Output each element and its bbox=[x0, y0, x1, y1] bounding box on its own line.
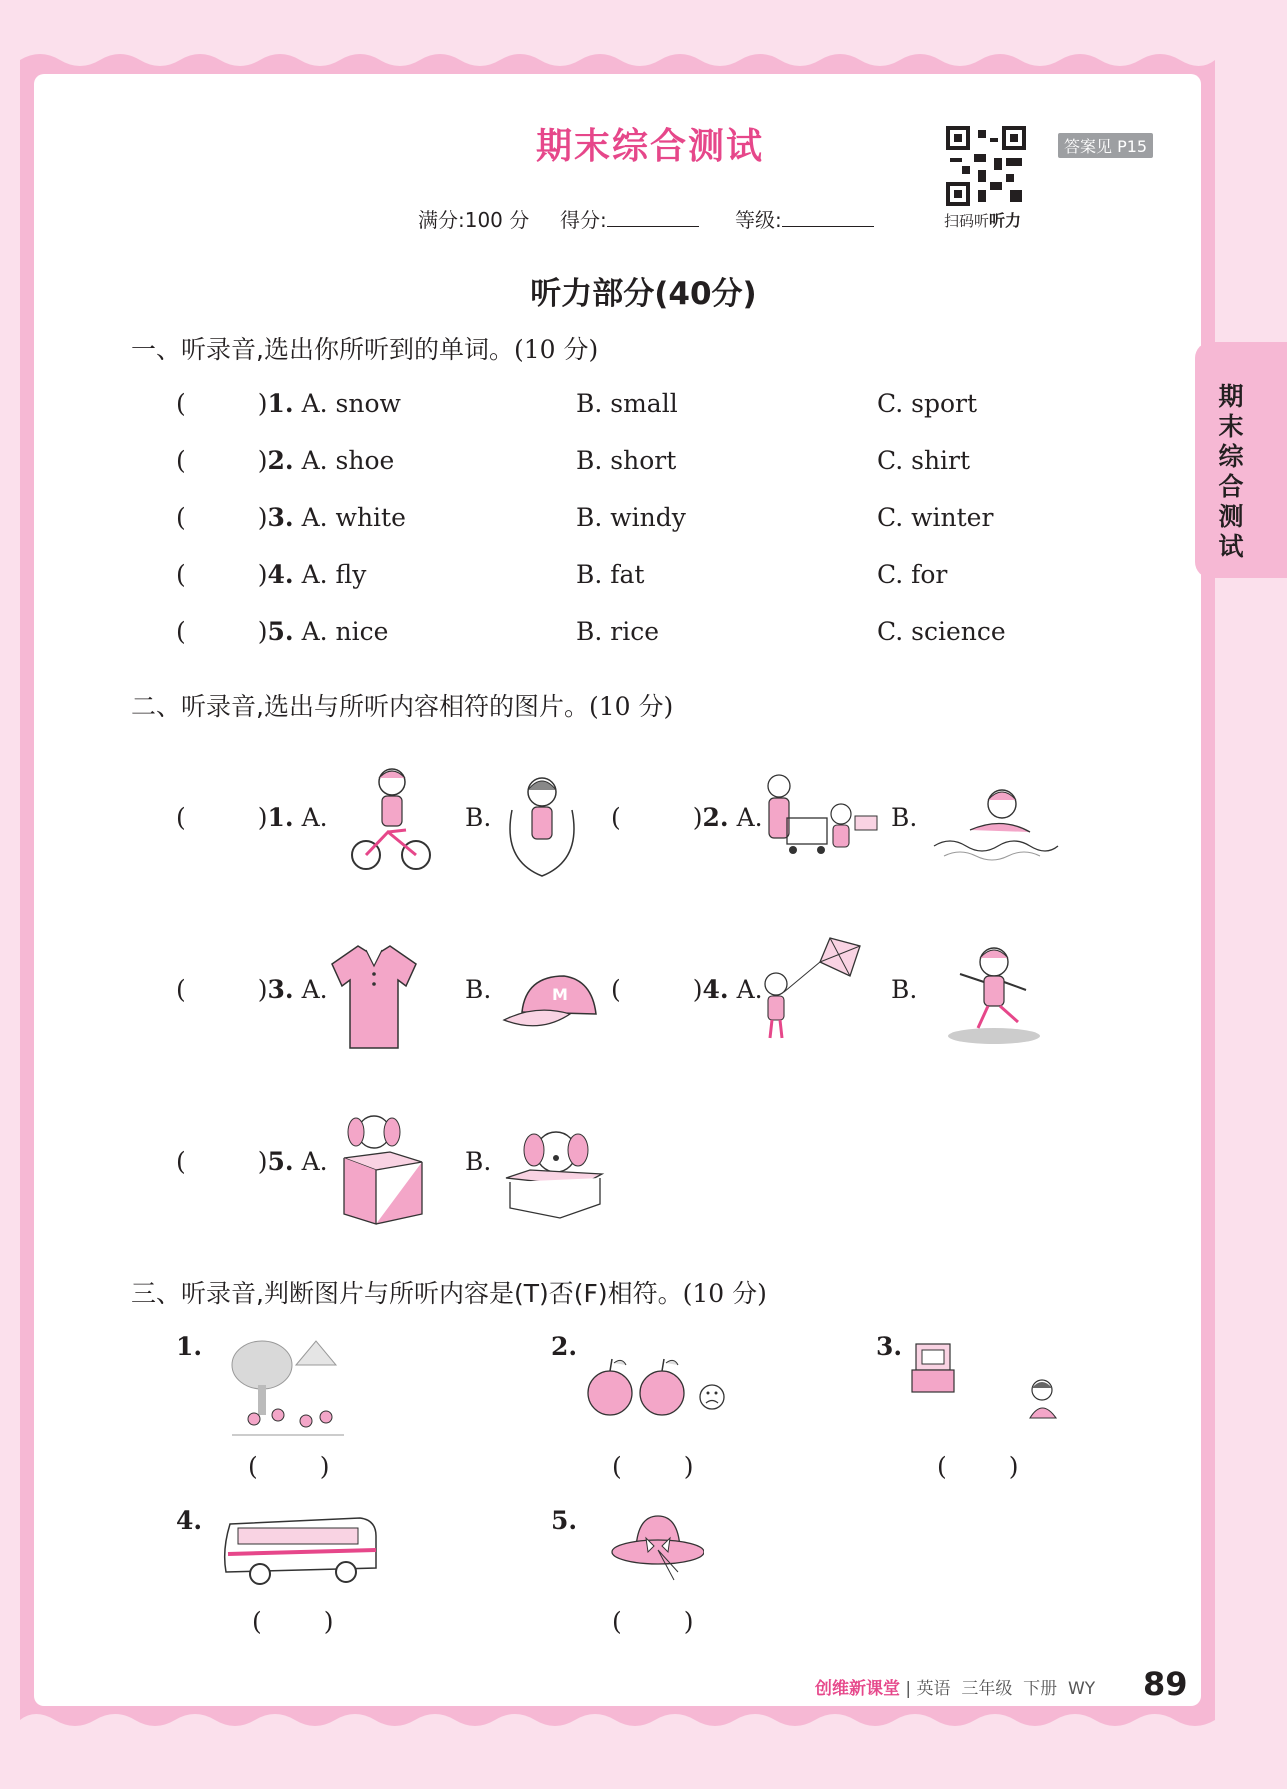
girl-jumping-rope-picture[interactable] bbox=[502, 770, 582, 882]
part3-item-4-answer[interactable] bbox=[252, 1607, 334, 1636]
answer-paren-close: ) bbox=[257, 1147, 268, 1176]
part1-item-4-option-b: B. fat bbox=[576, 560, 645, 589]
option-a-label: A. bbox=[736, 975, 763, 1004]
girl-riding-bike-picture[interactable] bbox=[346, 760, 438, 875]
answer-paren-open: ( bbox=[612, 1452, 622, 1481]
part2-item-2 bbox=[611, 803, 763, 832]
option-a-label: A. bbox=[736, 803, 763, 832]
answer-paren-open[interactable]: ( bbox=[176, 1147, 186, 1176]
qr-label bbox=[944, 208, 1021, 231]
cap-picture[interactable] bbox=[500, 970, 602, 1038]
part3-item-3-number: 3. bbox=[876, 1332, 903, 1361]
answer-paren-open[interactable]: ( bbox=[176, 560, 186, 589]
two-apples-sad-face-picture[interactable] bbox=[584, 1355, 730, 1421]
footer-brand bbox=[815, 1674, 1095, 1699]
part2-item-5 bbox=[176, 1147, 328, 1176]
part2-item-3-option-b-label: B. bbox=[465, 975, 492, 1004]
question-number: 4. bbox=[702, 975, 729, 1004]
grade-blank[interactable] bbox=[782, 208, 874, 227]
answer-paren-close: ) bbox=[257, 446, 268, 475]
page-number: 89 bbox=[1143, 1665, 1188, 1703]
shopping-picture[interactable] bbox=[757, 770, 882, 862]
part1-heading bbox=[131, 330, 598, 366]
question-number: 1. bbox=[267, 389, 294, 418]
side-tab[interactable] bbox=[1195, 342, 1287, 578]
answer-paren-close: ) bbox=[692, 975, 703, 1004]
answer-paren-close: ) bbox=[257, 503, 268, 532]
answer-paren-open[interactable]: ( bbox=[176, 803, 186, 832]
part1-item-5-option-b: B. rice bbox=[576, 617, 660, 646]
part2-heading bbox=[131, 687, 673, 723]
question-number: 5. bbox=[267, 617, 294, 646]
part1-item-3-option-c: C. winter bbox=[877, 503, 994, 532]
footer-brand-name: 创维新课堂 bbox=[815, 1679, 900, 1699]
part2-item-4 bbox=[611, 975, 763, 1004]
part3-item-2-answer[interactable] bbox=[612, 1452, 694, 1481]
qr-label-prefix: 扫码听 bbox=[944, 212, 990, 230]
answer-paren-close: ) bbox=[683, 1607, 694, 1636]
question-number: 2. bbox=[267, 446, 294, 475]
answer-paren-close: ) bbox=[692, 803, 703, 832]
answer-paren-close: ) bbox=[319, 1452, 330, 1481]
answer-paren-close: ) bbox=[1008, 1452, 1019, 1481]
part2-heading-text: 二、听录音,选出与所听内容相符的图片。 bbox=[131, 692, 589, 721]
part3-item-1-number: 1. bbox=[176, 1332, 203, 1361]
answer-paren-close: ) bbox=[257, 560, 268, 589]
score-blank[interactable] bbox=[607, 208, 699, 227]
option-a-label: A. bbox=[301, 975, 328, 1004]
part1-item-2-option-c: C. shirt bbox=[877, 446, 971, 475]
part1-item-3 bbox=[176, 503, 406, 532]
park-picnic-picture[interactable] bbox=[226, 1335, 350, 1439]
answer-paren-open[interactable]: ( bbox=[611, 975, 621, 1004]
option-a: A. white bbox=[301, 503, 406, 532]
qr-code-icon[interactable] bbox=[946, 126, 1026, 206]
answer-paren-open: ( bbox=[252, 1607, 262, 1636]
answer-paren-close: ) bbox=[323, 1607, 334, 1636]
part2-item-5-option-b-label: B. bbox=[465, 1147, 492, 1176]
score-label: 得分: bbox=[560, 208, 607, 232]
dog-in-box-picture[interactable] bbox=[500, 1120, 608, 1222]
part1-heading-text: 一、听录音,选出你所听到的单词。 bbox=[131, 335, 514, 364]
option-a-label: A. bbox=[301, 803, 328, 832]
tv-and-girl-picture[interactable] bbox=[906, 1338, 1064, 1436]
part3-item-1-answer[interactable] bbox=[248, 1452, 330, 1481]
answer-paren-open[interactable]: ( bbox=[611, 803, 621, 832]
svg-text:M: M bbox=[552, 985, 568, 1004]
boy-flying-kite-picture[interactable] bbox=[754, 932, 866, 1042]
part2-item-1 bbox=[176, 803, 328, 832]
part3-heading-text: 三、听录音,判断图片与所听内容是(T)否(F)相符。 bbox=[131, 1279, 683, 1308]
option-a: A. snow bbox=[301, 389, 401, 418]
part3-item-2-number: 2. bbox=[551, 1332, 578, 1361]
part2-points: (10 分) bbox=[588, 692, 674, 721]
boy-swimming-picture[interactable] bbox=[930, 780, 1062, 862]
part3-points: (10 分) bbox=[682, 1279, 767, 1308]
dog-on-box-picture[interactable] bbox=[330, 1110, 428, 1228]
score-field bbox=[560, 204, 699, 233]
part3-item-5-answer[interactable] bbox=[612, 1607, 694, 1636]
question-number: 3. bbox=[267, 975, 294, 1004]
answer-tag: 答案见 P15 bbox=[1058, 133, 1153, 158]
option-a: A. fly bbox=[301, 560, 367, 589]
part1-item-1-option-c: C. sport bbox=[877, 389, 978, 418]
bus-picture[interactable] bbox=[220, 1510, 380, 1588]
answer-paren-close: ) bbox=[683, 1452, 694, 1481]
girl-skating-picture[interactable] bbox=[938, 938, 1050, 1046]
part2-item-2-option-b-label: B. bbox=[891, 803, 918, 832]
part2-item-3 bbox=[176, 975, 328, 1004]
answer-paren-close: ) bbox=[257, 975, 268, 1004]
side-tab-label: 期末综合测试 bbox=[1218, 382, 1244, 561]
qr-label-bold: 听力 bbox=[989, 211, 1022, 230]
part3-item-3-answer[interactable] bbox=[937, 1452, 1019, 1481]
answer-paren-open: ( bbox=[612, 1607, 622, 1636]
part2-item-4-option-b-label: B. bbox=[891, 975, 918, 1004]
option-a: A. shoe bbox=[301, 446, 395, 475]
footer-term: 下册 bbox=[1023, 1679, 1058, 1699]
part1-item-4 bbox=[176, 560, 366, 589]
answer-paren-close: ) bbox=[257, 803, 268, 832]
sun-hat-picture[interactable] bbox=[608, 1510, 704, 1586]
full-score: 满分:100 分 bbox=[418, 208, 530, 232]
answer-paren-open[interactable]: ( bbox=[176, 503, 186, 532]
grade-label: 等级: bbox=[735, 208, 782, 232]
footer-subject: 英语 bbox=[916, 1679, 951, 1699]
answer-paren-open[interactable]: ( bbox=[176, 446, 186, 475]
question-number: 5. bbox=[267, 1147, 294, 1176]
option-a: A. nice bbox=[301, 617, 389, 646]
grade-field bbox=[735, 204, 874, 233]
part1-item-1-option-b: B. small bbox=[576, 389, 678, 418]
footer-grade: 三年级 bbox=[961, 1679, 1013, 1699]
footer-edition: WY bbox=[1067, 1679, 1096, 1699]
answer-paren-open[interactable]: ( bbox=[176, 389, 186, 418]
question-number: 2. bbox=[702, 803, 729, 832]
part2-item-1-option-b-label: B. bbox=[465, 803, 492, 832]
answer-paren-close: ) bbox=[257, 389, 268, 418]
part3-item-5-number: 5. bbox=[551, 1506, 578, 1535]
answer-paren-open[interactable]: ( bbox=[176, 617, 186, 646]
answer-paren-close: ) bbox=[257, 617, 268, 646]
part1-item-2-option-b: B. short bbox=[576, 446, 677, 475]
footer-divider: | bbox=[905, 1679, 912, 1699]
question-number: 1. bbox=[267, 803, 294, 832]
part1-item-5-option-c: C. science bbox=[877, 617, 1006, 646]
answer-paren-open[interactable]: ( bbox=[176, 975, 186, 1004]
part3-heading bbox=[131, 1274, 767, 1310]
part1-points: (10 分) bbox=[513, 335, 599, 364]
question-number: 3. bbox=[267, 503, 294, 532]
shirt-picture[interactable] bbox=[328, 942, 420, 1052]
question-number: 4. bbox=[267, 560, 294, 589]
part1-item-1 bbox=[176, 389, 401, 418]
answer-paren-open: ( bbox=[937, 1452, 947, 1481]
part3-item-4-number: 4. bbox=[176, 1506, 203, 1535]
section-title: 听力部分(40分) bbox=[530, 276, 757, 312]
page-title: 期末综合测试 bbox=[535, 126, 764, 167]
part1-item-3-option-b: B. windy bbox=[576, 503, 686, 532]
part1-item-2 bbox=[176, 446, 394, 475]
part1-item-4-option-c: C. for bbox=[877, 560, 948, 589]
answer-paren-open: ( bbox=[248, 1452, 258, 1481]
option-a-label: A. bbox=[301, 1147, 328, 1176]
part1-item-5 bbox=[176, 617, 388, 646]
